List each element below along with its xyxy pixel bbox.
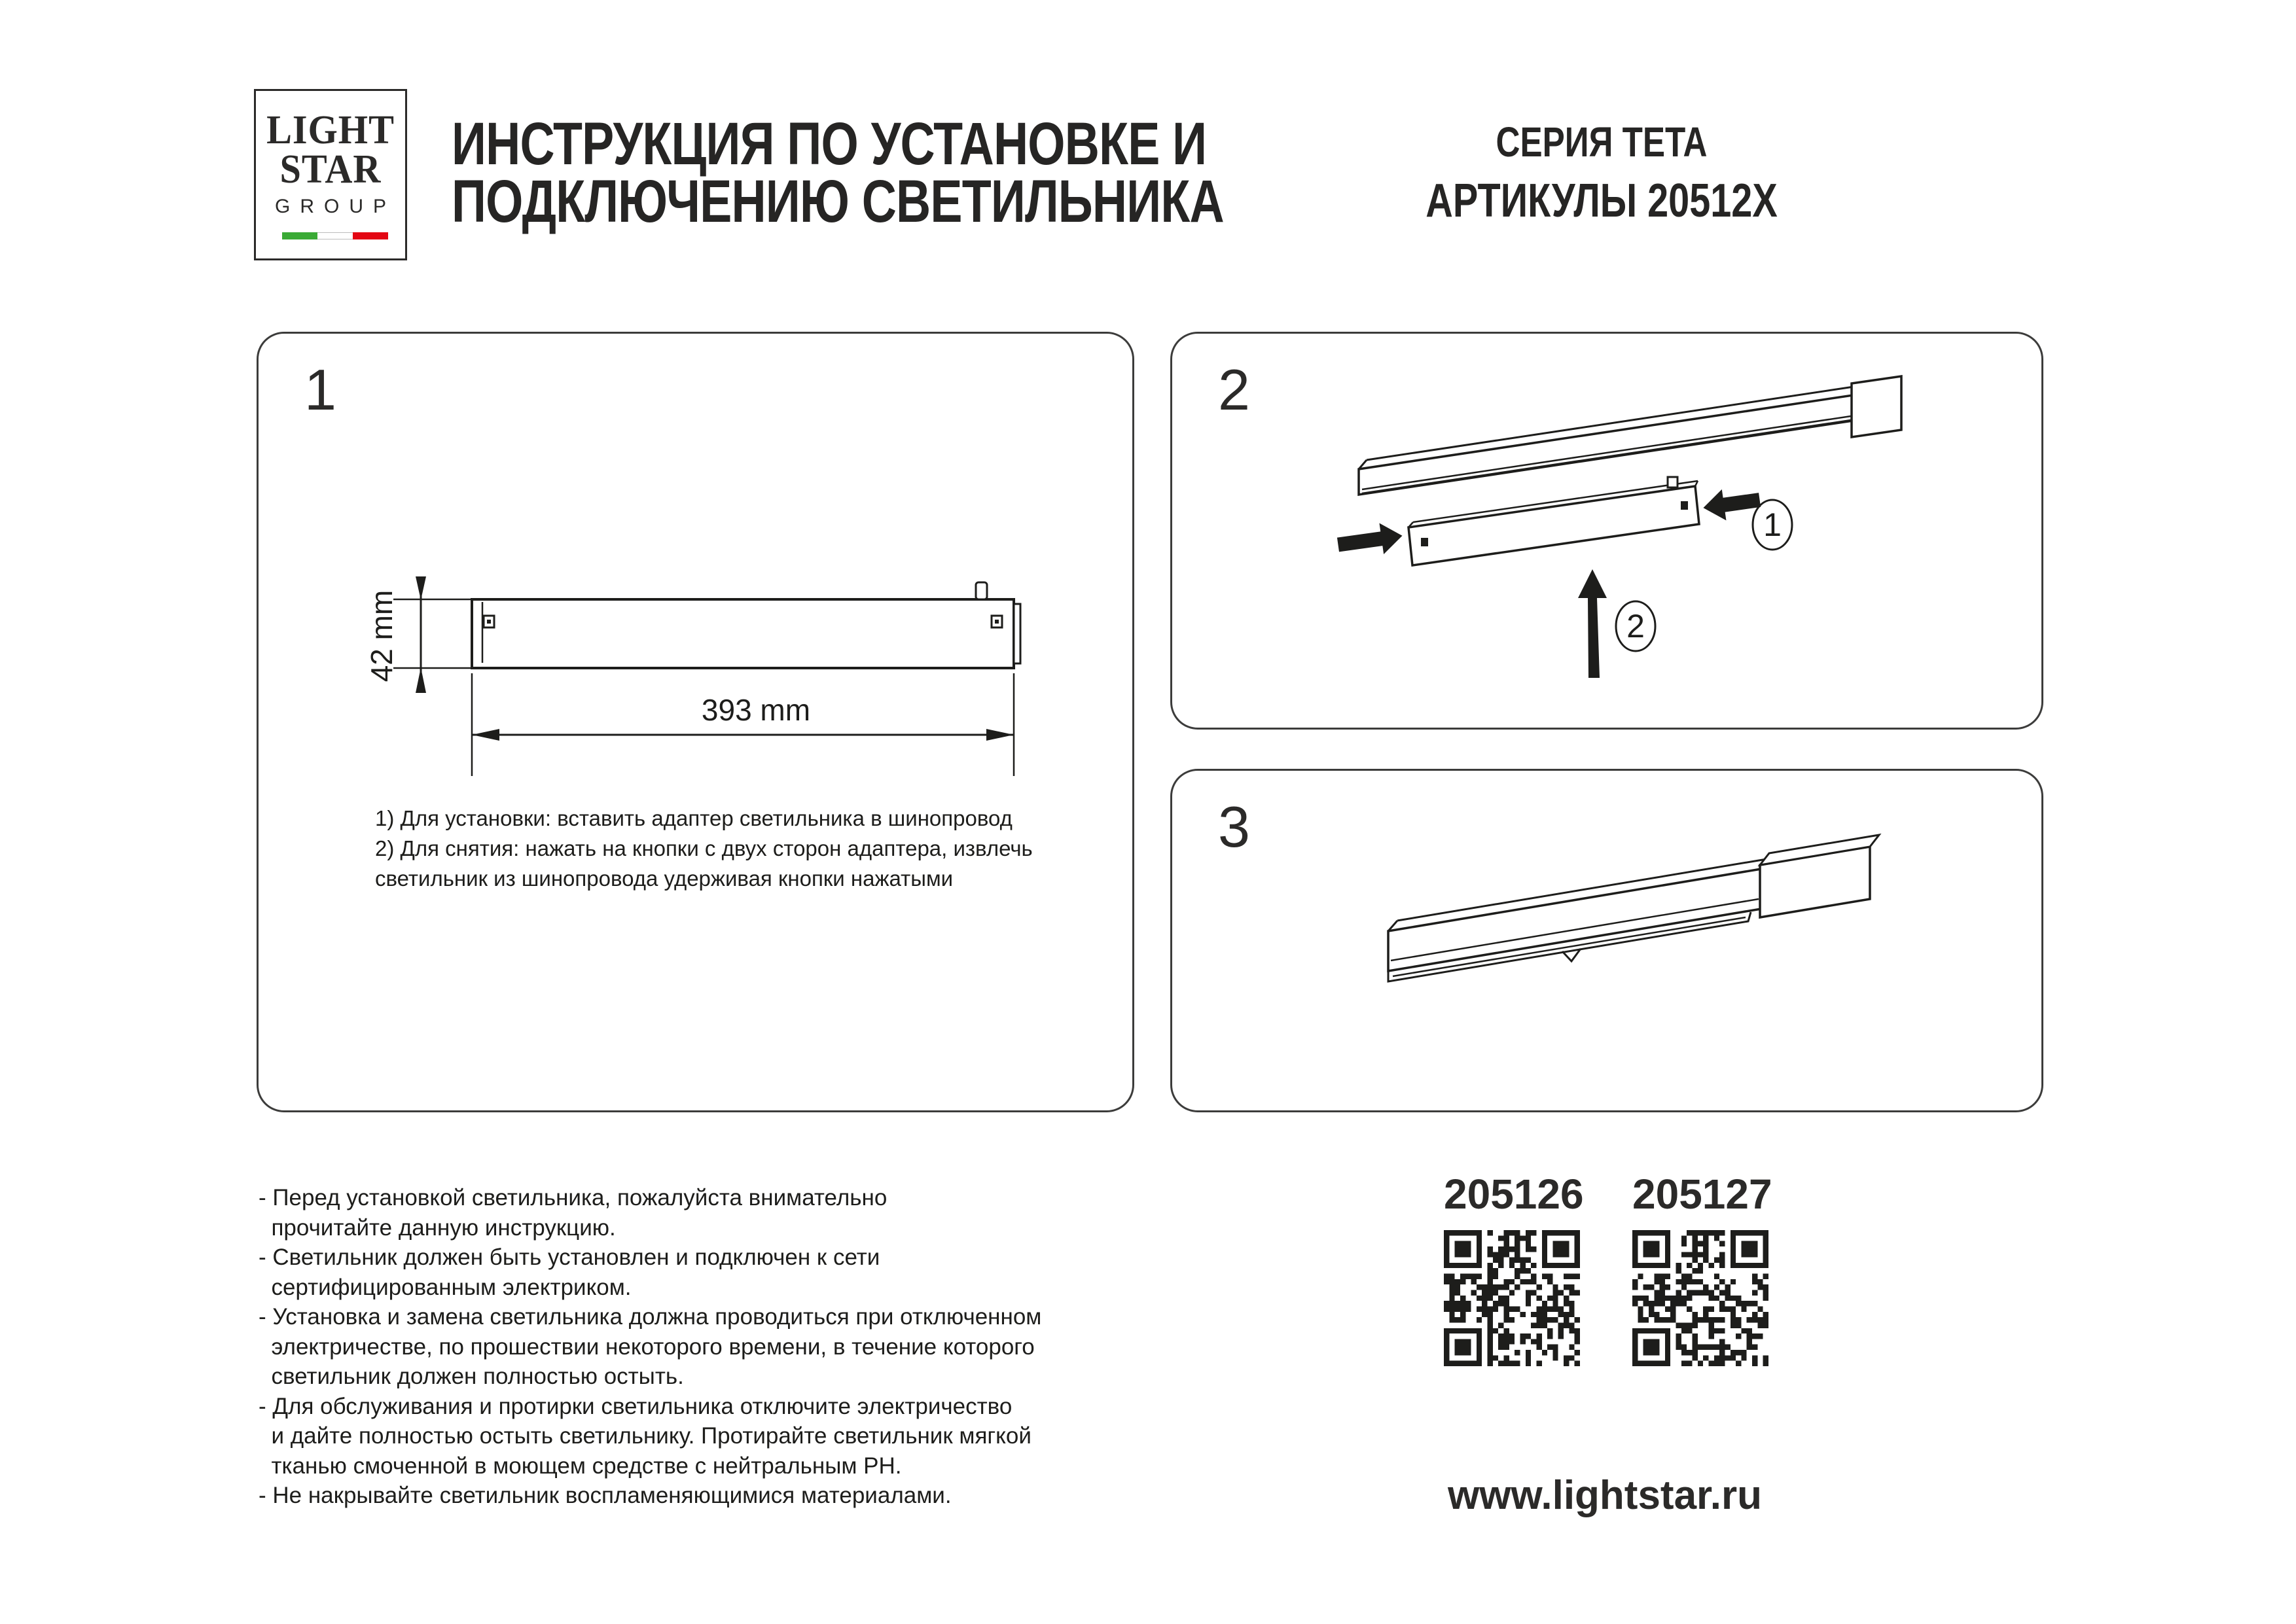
series-label: СЕРИЯ TETA — [1496, 118, 1708, 166]
articles-label: АРТИКУЛЫ 20512X — [1426, 175, 1778, 227]
flag-red-segment — [353, 232, 388, 239]
fixture-dimension-drawing — [259, 334, 1132, 1110]
fixture-body — [472, 599, 1014, 668]
dimension-width-label: 393 mm — [701, 693, 811, 727]
track-insertion-drawing — [1172, 334, 2041, 728]
fixture-release-button-right — [992, 616, 1002, 627]
logo-word-star: STAR — [279, 147, 382, 192]
page-title-line2: ПОДКЛЮЧЕНИЮ СВЕТИЛЬНИКА — [452, 168, 1224, 235]
dimension-height-lines — [393, 576, 472, 693]
callout-2-number: 2 — [1626, 608, 1645, 644]
adapter-tab — [1668, 477, 1677, 487]
fixture-adapter — [1408, 477, 1699, 565]
insert-arrow-up — [1578, 569, 1607, 678]
lightstar-logo — [254, 89, 407, 260]
callout-1-number: 1 — [1763, 506, 1782, 543]
panel-step-3 — [1170, 769, 2043, 1112]
assembled-track-and-fixture — [1388, 835, 1879, 981]
step-3-number: 3 — [1218, 794, 1250, 859]
flag-white-segment — [317, 232, 353, 239]
panel-step-2 — [1170, 332, 2043, 730]
dimension-height-label: 42 mm — [365, 590, 399, 682]
fixture-right-cap — [1014, 604, 1020, 663]
adapter-button-right — [1681, 501, 1688, 510]
track-rail — [1359, 376, 1901, 495]
step-2-number: 2 — [1218, 357, 1250, 422]
website-url: www.lightstar.ru — [1448, 1473, 1762, 1518]
article-number-2: 205127 — [1632, 1171, 1772, 1218]
logo-word-group: GROUP — [274, 196, 396, 217]
step-1-instructions: 1) Для установки: вставить адаптер светильника в шинопровод 2) Для снятия: нажать на кнопки с двух сторон адаптера, извлечь светильник из шинопровода удерживая кнопки нажатыми — [375, 806, 1033, 891]
fixture-release-button-left — [484, 616, 494, 627]
step-1-number: 1 — [304, 357, 336, 422]
qr-code-article-1 — [1444, 1230, 1580, 1366]
fixture-top-tab — [976, 582, 987, 599]
adapter-button-left — [1421, 538, 1428, 546]
italian-flag-bar — [282, 232, 388, 239]
press-arrow-left — [1336, 520, 1405, 560]
qr-code-article-2 — [1632, 1230, 1768, 1366]
flag-green-segment — [282, 232, 317, 239]
panel-step-1 — [257, 332, 1134, 1112]
page-title-line1: ИНСТРУКЦИЯ ПО УСТАНОВКЕ И — [452, 111, 1207, 177]
safety-warnings-text: - Перед установкой светильника, пожалуйста внимательно прочитайте данную инструкцию. - Светильник должен быть установлен и подключен к сети сертифицированным электриком. - Установка и замена светильника должна проводиться при отключенном электричестве, по прошествии некоторого времени, в течение которого светильник должен полностью остыть. - Для обслуживания и протирки светильника отключите электричество и дайте полностью остыть светильнику. Протирайте светильник мягкой тканью смоченной в моющем средстве с нейтральным PH. - Не накрывайте светильник воспламеняющимися материалами. — [259, 1185, 1042, 1508]
logo-word-light: LIGHT — [266, 108, 395, 152]
assembled-fixture-drawing — [1172, 771, 2041, 1110]
article-number-1: 205126 — [1444, 1171, 1584, 1218]
